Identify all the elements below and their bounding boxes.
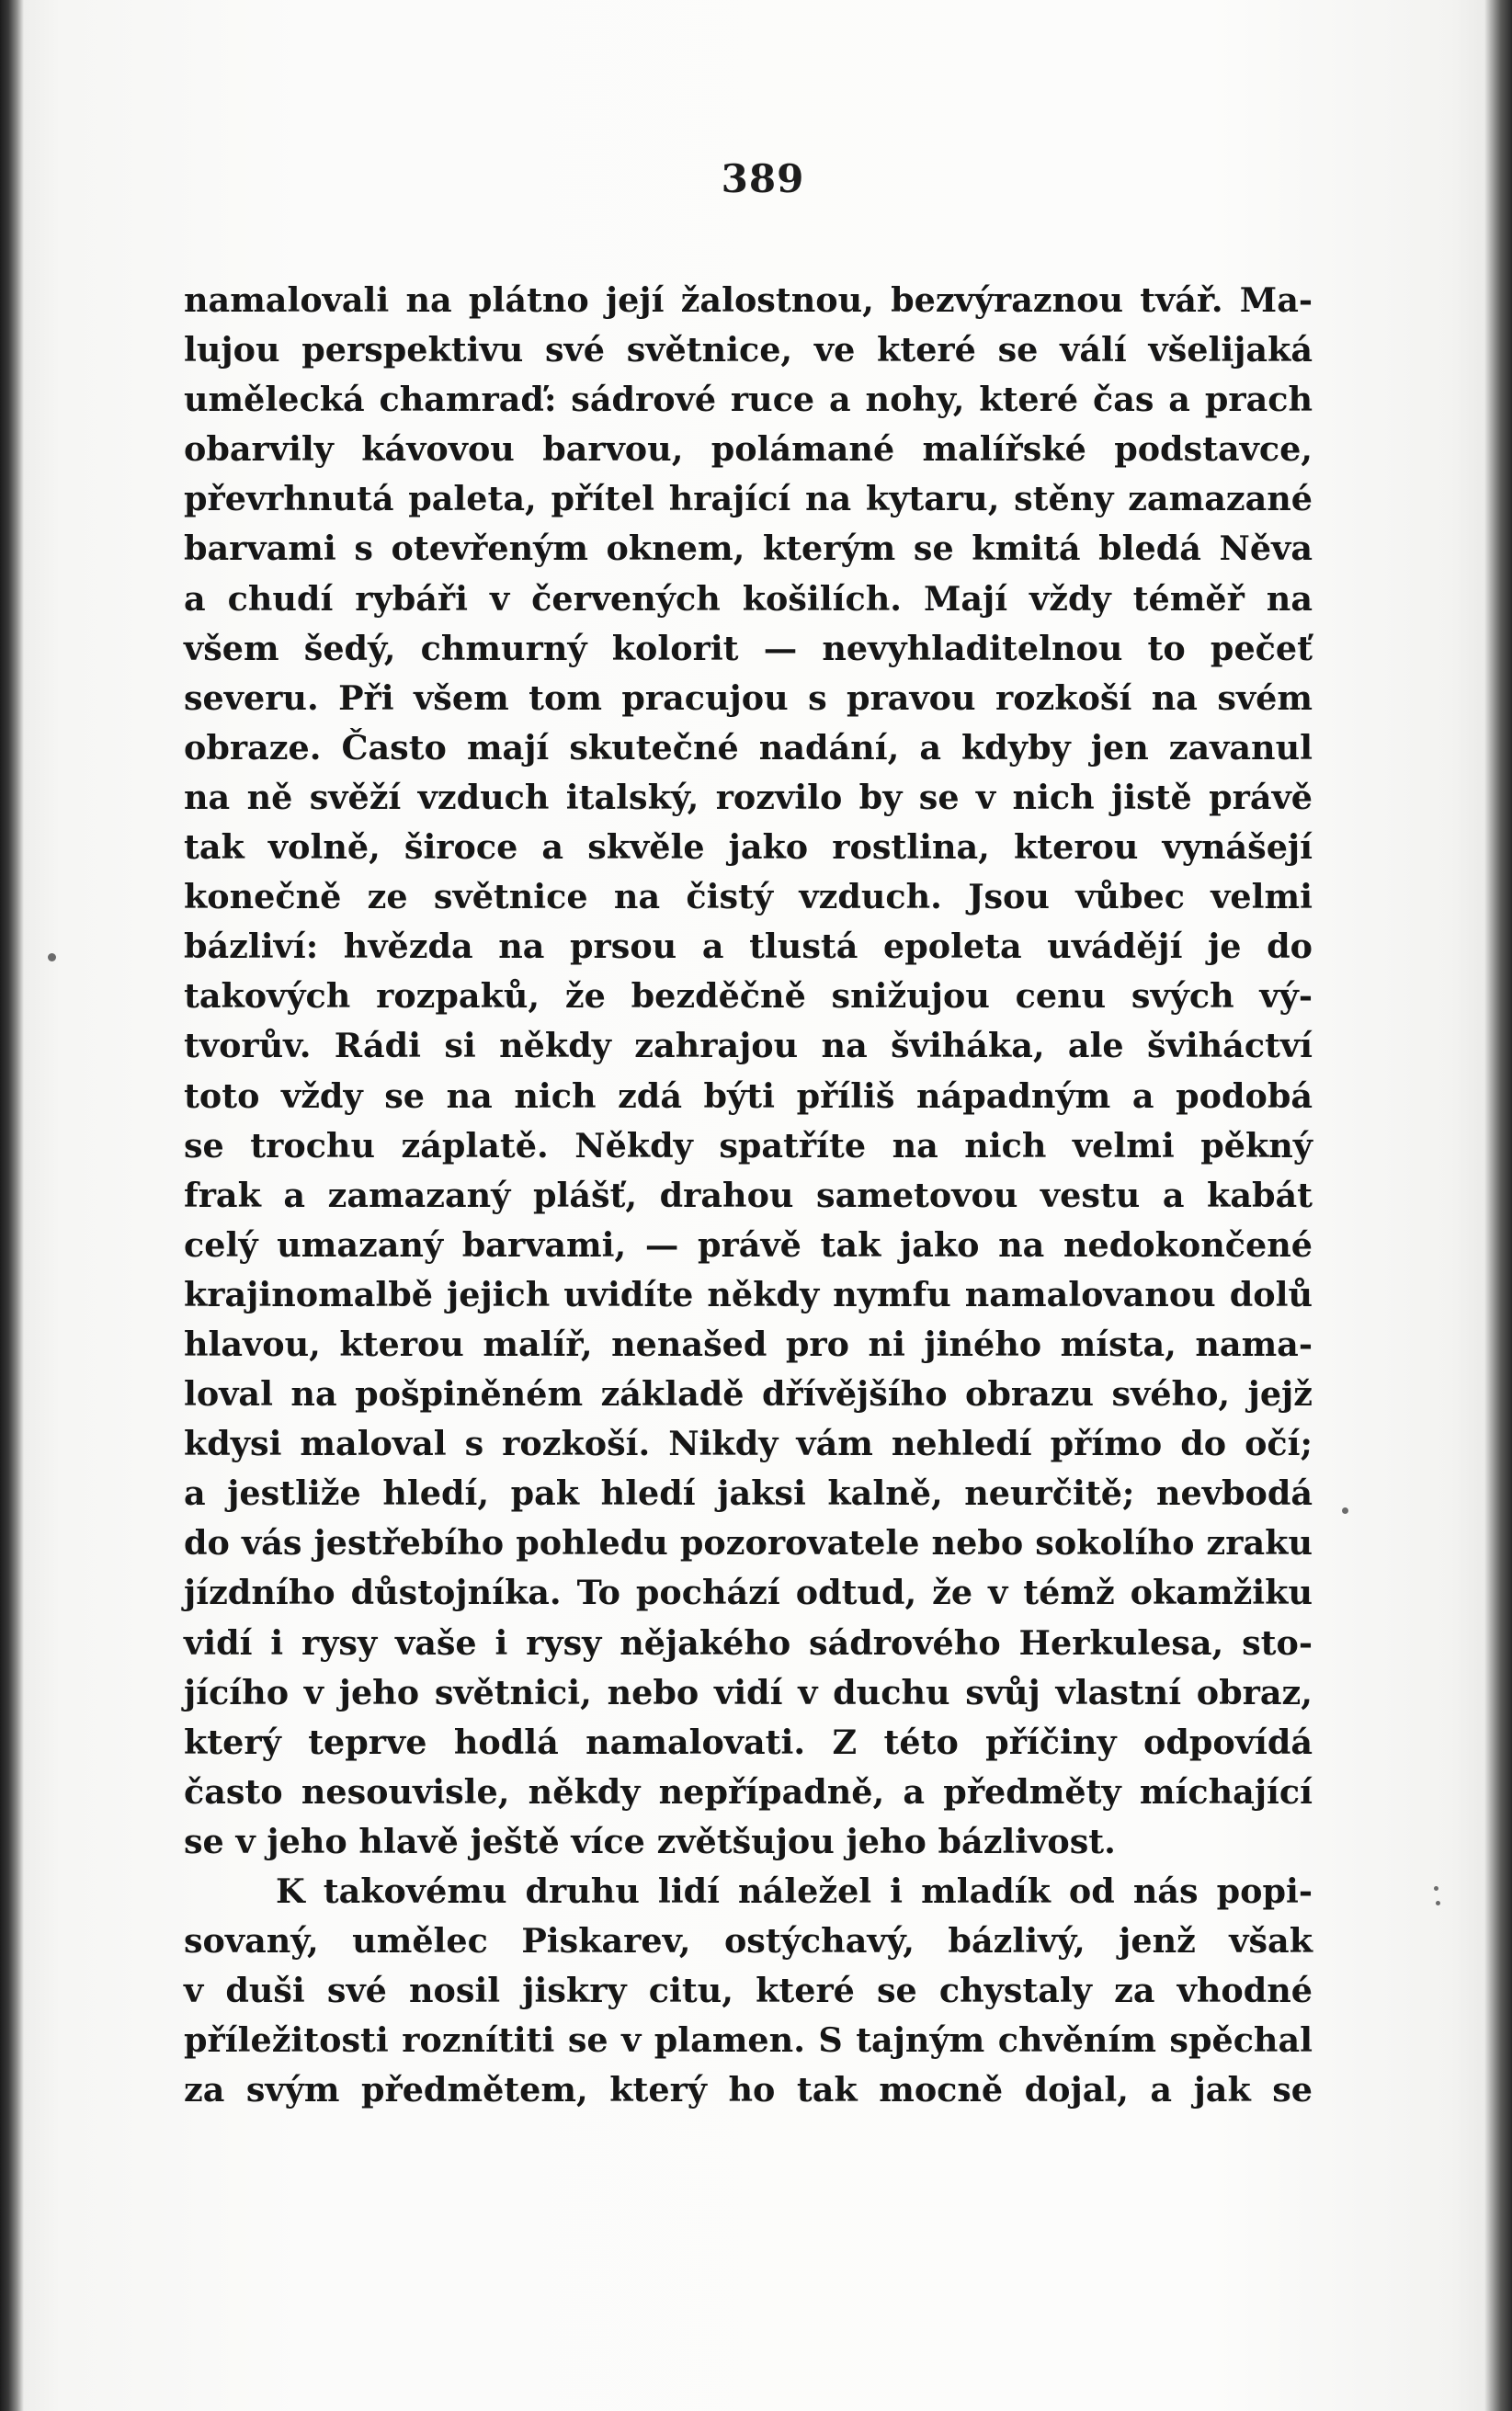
binding-shadow <box>0 0 24 2411</box>
text-line: sovaný, umělec Piskarev, ostýchavý, bázlivý, jenž však <box>184 1921 1313 1962</box>
text-line: kdysi maloval s rozkoší. Nikdy vám nehledí přímo do očí; <box>184 1424 1313 1464</box>
text-line: obraze. Často mají skutečné nadání, a kdyby jen zavanul <box>184 727 1313 768</box>
text-line: tvorův. Rádi si někdy zahrajou na šviháka, ale šviháctví <box>184 1026 1313 1066</box>
text-line: jízdního důstojníka. To pochází odtud, že v témž okamžiku <box>184 1573 1313 1613</box>
text-line: do vás jestřebího pohledu pozorovatele nebo sokolího zraku <box>184 1523 1313 1564</box>
text-line: loval na pošpiněném základě dřívějšího obrazu svého, jejž <box>184 1374 1313 1415</box>
text-line: namalovali na plátno její žalostnou, bezvýraznou tvář. Ma- <box>184 280 1313 320</box>
scan-speck <box>1436 1901 1440 1905</box>
scan-speck <box>1342 1507 1348 1514</box>
text-line: se trochu záplatě. Někdy spatříte na nich velmi pěkný <box>184 1125 1313 1166</box>
page-number: 389 <box>721 156 805 201</box>
page-edge-shadow <box>1484 0 1512 2411</box>
text-line: který teprve hodlá namalovati. Z této příčiny odpovídá <box>184 1722 1313 1762</box>
text-line: severu. Při všem tom pracujou s pravou rozkoší na svém <box>184 677 1313 718</box>
text-line: lujou perspektivu své světnice, ve které se válí všelijaká <box>184 330 1313 370</box>
text-line: v duši své nosil jiskry citu, které se chystaly za vhodné <box>184 1971 1313 2011</box>
text-line: obarvily kávovou barvou, polámané malířské podstavce, <box>184 429 1313 470</box>
text-line: jícího v jeho světnici, nebo vidí v duchu svůj vlastní obraz, <box>184 1672 1313 1712</box>
paragraph-1 <box>184 276 1313 1867</box>
text-line: se v jeho hlavě ještě více zvětšujou jeho bázlivost. <box>184 1821 1116 1861</box>
scan-speck <box>48 953 56 961</box>
text-line: frak a zamazaný plášť, drahou sametovou vestu a kabát <box>184 1175 1313 1215</box>
text-line: a chudí rybáři v červených košilích. Mají vždy téměř na <box>184 578 1313 619</box>
scan-speck <box>1434 1886 1438 1891</box>
text-line: vidí i rysy vaše i rysy nějakého sádrového Herkulesa, sto- <box>184 1622 1313 1663</box>
text-line: příležitosti roznítiti se v plamen. S tajným chvěním spěchal <box>184 2020 1313 2061</box>
text-line: bázliví: hvězda na prsou a tlustá epoleta uvádějí je do <box>184 927 1313 967</box>
text-line: takových rozpaků, že bezděčně snižujou cenu svých vý- <box>184 976 1313 1017</box>
paragraph-2 <box>184 1867 1313 2115</box>
text-line: převrhnutá paleta, přítel hrající na kytaru, stěny zamazané <box>184 479 1313 519</box>
text-line: hlavou, kterou malíř, nenašed pro ni jiného místa, nama- <box>184 1324 1313 1364</box>
text-line: barvami s otevřeným oknem, kterým se kmitá bledá Něva <box>184 529 1313 569</box>
text-line: K takovému druhu lidí náležel i mladík od nás popi- <box>276 1871 1313 1911</box>
text-line: tak volně, široce a skvěle jako rostlina, kterou vynášejí <box>184 827 1313 868</box>
text-line: všem šedý, chmurný kolorit — nevyhladitelnou to pečeť <box>184 628 1313 668</box>
body-text <box>184 276 1313 2115</box>
text-line: a jestliže hledí, pak hledí jaksi kalně, neurčitě; nevbodá <box>184 1473 1313 1514</box>
text-line: krajinomalbě jejich uvidíte někdy nymfu namalovanou dolů <box>184 1274 1313 1314</box>
text-line: toto vždy se na nich zdá býti příliš nápadným a podobá <box>184 1075 1313 1116</box>
text-line: za svým předmětem, který ho tak mocně dojal, a jak se <box>184 2070 1313 2110</box>
text-line: konečně ze světnice na čistý vzduch. Jsou vůbec velmi <box>184 877 1313 917</box>
text-line: umělecká chamraď: sádrové ruce a nohy, které čas a prach <box>184 380 1313 420</box>
text-line: často nesouvisle, někdy nepřípadně, a předměty míchající <box>184 1771 1313 1812</box>
text-line: celý umazaný barvami, — právě tak jako na nedokončené <box>184 1224 1313 1265</box>
text-line: na ně svěží vzduch italský, rozvilo by se v nich jistě právě <box>184 777 1313 817</box>
